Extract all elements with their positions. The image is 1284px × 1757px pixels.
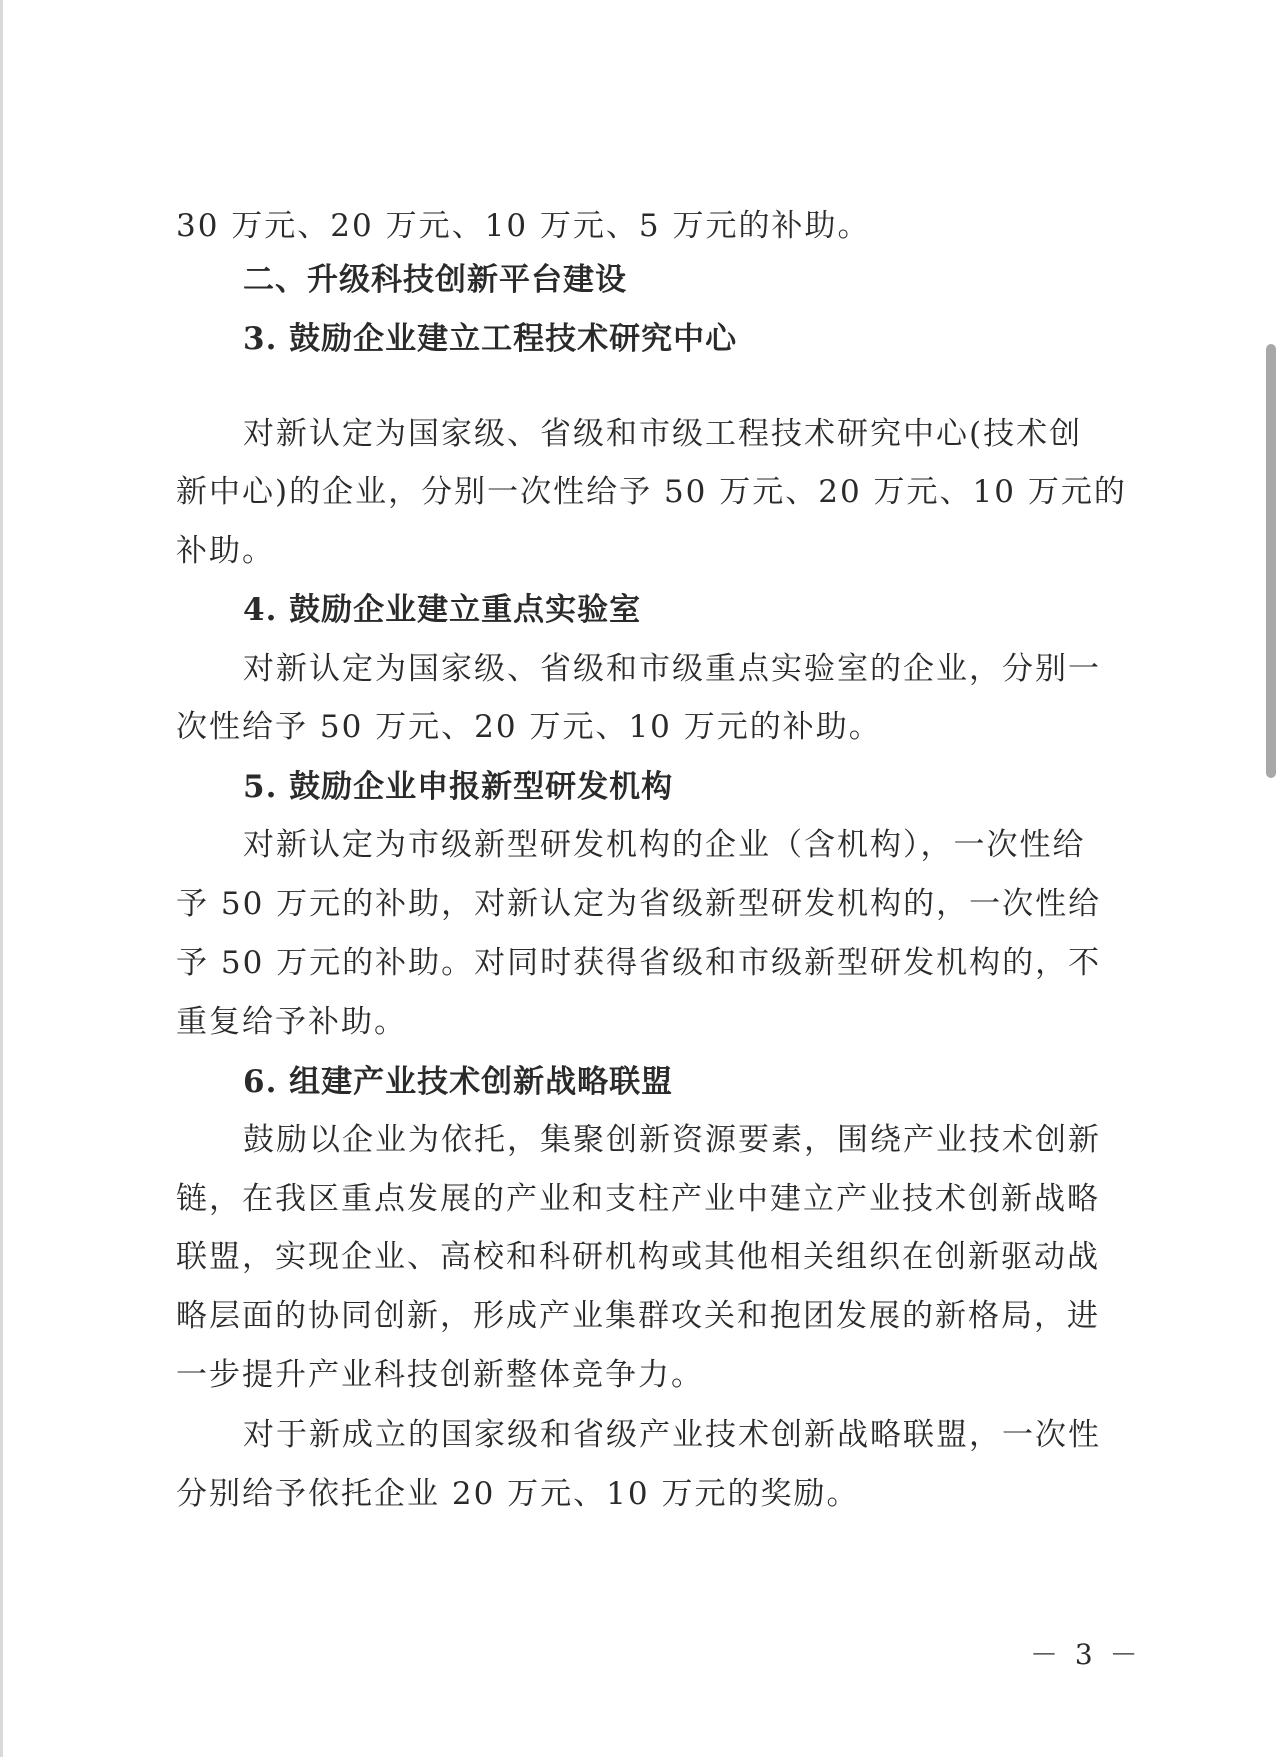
vertical-scrollbar-thumb[interactable]: [1266, 344, 1276, 778]
subheading-line: [0, 762, 1284, 812]
text-line: [0, 702, 1284, 752]
section-heading: 二、升级科技创新平台建设: [243, 262, 627, 298]
subheading-line: [0, 585, 1284, 635]
item-6-paragraph-line: 链，在我区重点发展的产业和支柱产业中建立产业技术创新战略: [176, 1181, 1100, 1217]
subheading-line: [0, 314, 1284, 364]
text-line: [0, 1115, 1284, 1165]
text-line: [0, 820, 1284, 870]
text-line: [0, 1410, 1284, 1460]
text-line: [0, 201, 1284, 251]
item-6-paragraph-line: 略层面的协同创新，形成产业集群攻关和抱团发展的新格局，进: [176, 1298, 1100, 1334]
text-line: [0, 526, 1284, 576]
item-6-paragraph-2-line: 分别给予依托企业 20 万元、10 万元的奖励。: [176, 1476, 860, 1512]
item-4-paragraph-line: 次性给予 50 万元、20 万元、10 万元的补助。: [176, 709, 882, 745]
item-4-heading: 4. 鼓励企业建立重点实验室: [243, 592, 642, 628]
item-4-paragraph-line: 对新认定为国家级、省级和市级重点实验室的企业，分别一: [243, 651, 1101, 687]
text-line: [0, 1232, 1284, 1282]
item-3-heading: 3. 鼓励企业建立工程技术研究中心: [243, 321, 738, 357]
item-5-paragraph-line: 予 50 万元的补助。对同时获得省级和市级新型研发机构的，不: [176, 945, 1102, 981]
item-3-paragraph-line: 补助。: [176, 533, 275, 569]
text-line: [0, 409, 1284, 459]
item-3-paragraph-line: 对新认定为国家级、省级和市级工程技术研究中心(技术创: [243, 416, 1083, 452]
text-line: [0, 1350, 1284, 1400]
item-5-heading: 5. 鼓励企业申报新型研发机构: [243, 769, 674, 805]
section-heading-line: [0, 255, 1284, 305]
text-line: [0, 644, 1284, 694]
item-6-paragraph-line: 联盟，实现企业、高校和科研机构或其他相关组织在创新驱动战: [176, 1239, 1100, 1275]
text-line: [0, 1291, 1284, 1341]
text-line: [0, 938, 1284, 988]
item-6-paragraph-2-line: 对于新成立的国家级和省级产业技术创新战略联盟，一次性: [243, 1417, 1101, 1453]
item-6-paragraph-line: 一步提升产业科技创新整体竞争力。: [176, 1357, 704, 1393]
item-5-paragraph-line: 予 50 万元的补助，对新认定为省级新型研发机构的，一次性给: [176, 886, 1102, 922]
text-line: [0, 467, 1284, 517]
item-5-paragraph-line: 重复给予补助。: [176, 1004, 407, 1040]
item-3-paragraph-line: 新中心)的企业，分别一次性给予 50 万元、20 万元、10 万元的: [176, 474, 1127, 510]
text-line: [0, 1469, 1284, 1519]
continuation-text: 30 万元、20 万元、10 万元、5 万元的补助。: [176, 208, 871, 244]
item-6-paragraph-line: 鼓励以企业为依托，集聚创新资源要素，围绕产业技术创新: [243, 1122, 1101, 1158]
text-line: [0, 997, 1284, 1047]
text-line: [0, 879, 1284, 929]
subheading-line: [0, 1057, 1284, 1107]
vertical-scrollbar-track[interactable]: [1262, 0, 1284, 1757]
text-line: [0, 1174, 1284, 1224]
page-number: － 3 －: [1030, 1638, 1142, 1671]
item-5-paragraph-line: 对新认定为市级新型研发机构的企业（含机构），一次性给: [243, 827, 1086, 863]
item-6-heading: 6. 组建产业技术创新战略联盟: [243, 1064, 674, 1100]
